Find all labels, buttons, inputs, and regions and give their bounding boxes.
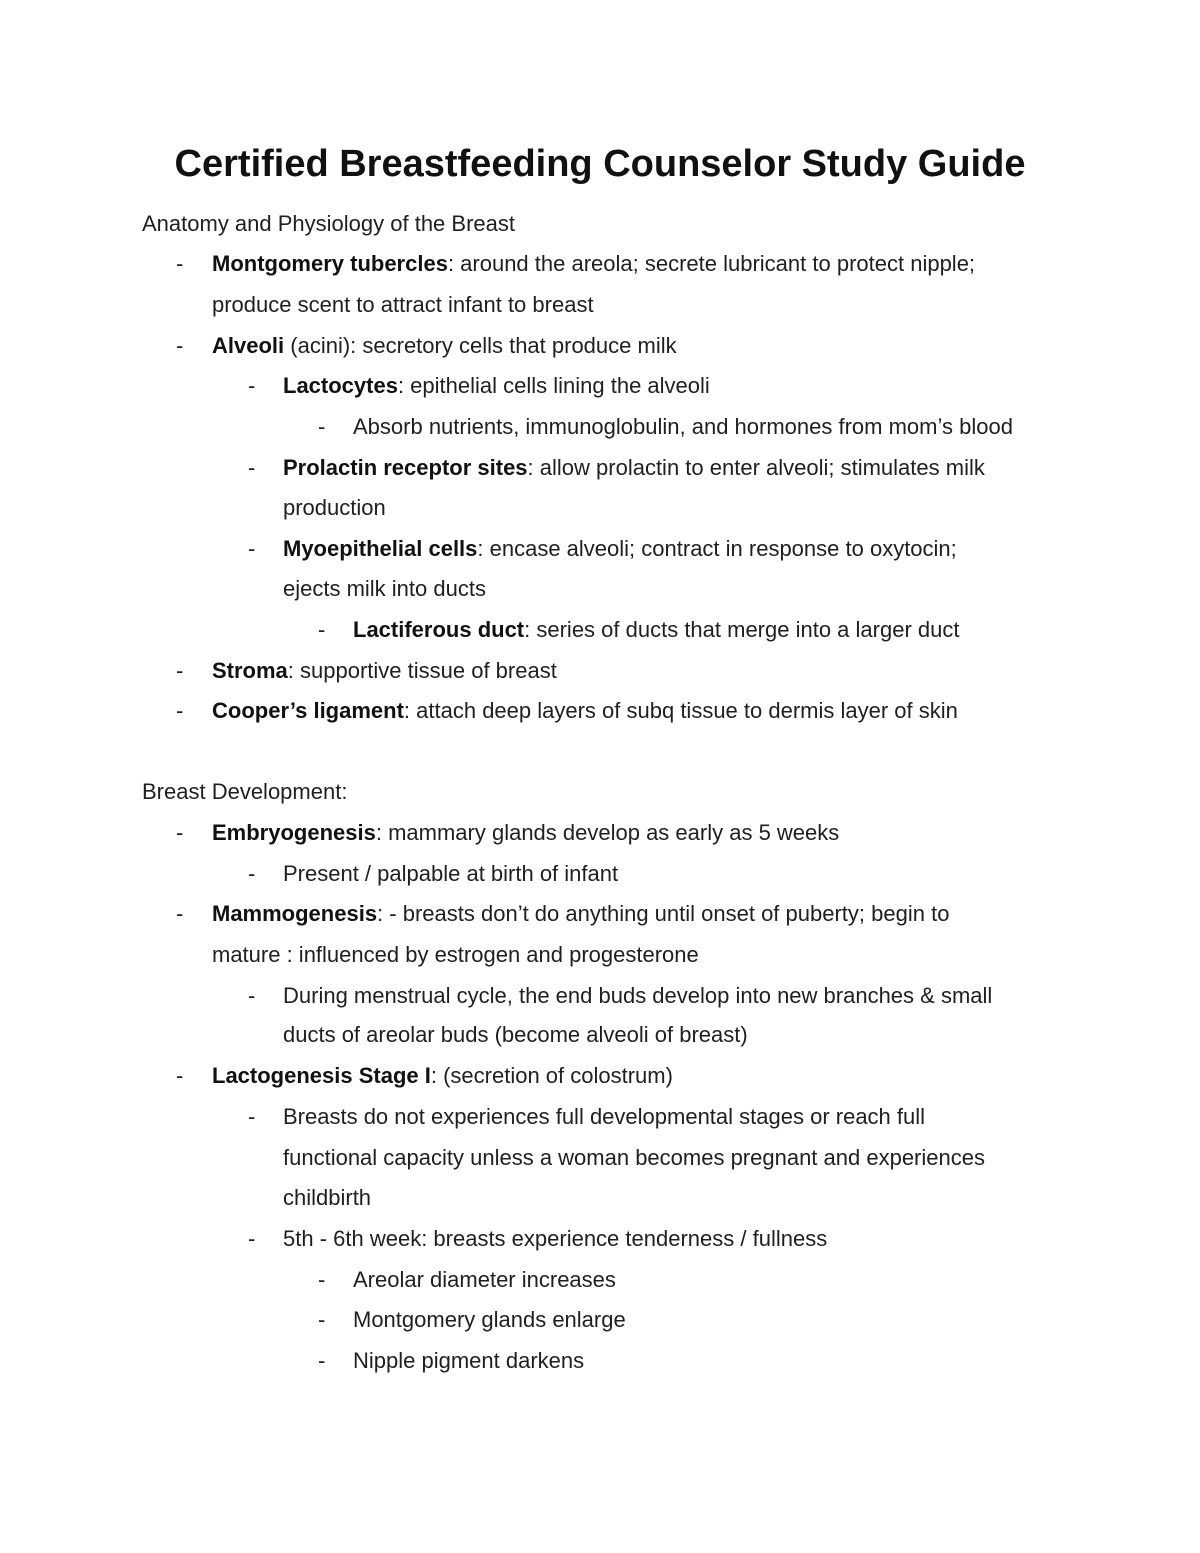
bullet-dash: - [248,1104,256,1129]
desc-lactogenesis: : (secretion of colostrum) [430,1063,673,1088]
bullet-dash: - [318,414,326,439]
desc-montgomery: : around the areola; secrete lubricant to protect nipple; [447,251,976,276]
list-item-montgomery [212,249,975,279]
bullet-dash: - [176,658,184,683]
desc-mammogenesis: : - breasts don’t do anything until onset of puberty; begin to [377,901,950,926]
section-heading-development: Breast Development: [142,779,348,804]
list-item-present: Present / palpable at birth of infant [283,861,619,886]
list-item-lactocytes [283,371,710,401]
term-myoepithelial: Myoepithelial cells [283,536,478,561]
bullet-dash: - [176,698,184,723]
term-mammogenesis: Mammogenesis [212,901,378,926]
bullet-dash: - [176,1063,184,1088]
bullet-dash: - [176,333,184,358]
list-item-breasts-not: Breasts do not experiences full developmental stages or reach full [283,1104,926,1129]
term-lactiferous: Lactiferous duct [353,617,525,642]
bullet-dash: - [176,251,184,276]
bullet-dash: - [248,373,256,398]
desc-alveoli: (acini): secretory cells that produce milk [284,333,677,358]
list-item-breasts-not-cont2: childbirth [283,1185,372,1210]
list-item-stroma [212,656,557,686]
list-item-menstrual-cont: ducts of areolar buds (become alveoli of breast) [283,1022,748,1047]
bullet-dash: - [176,820,184,845]
bullet-dash: - [318,1267,326,1292]
term-prolactin: Prolactin receptor sites [283,455,528,480]
term-montgomery: Montgomery tubercles [212,251,448,276]
list-item-absorb: Absorb nutrients, immunoglobulin, and hormones from mom’s blood [353,414,1013,439]
desc-myoepithelial: : encase alveoli; contract in response to oxytocin; [477,536,957,561]
desc-lactocytes: : epithelial cells lining the alveoli [397,373,710,398]
list-item-menstrual: During menstrual cycle, the end buds develop into new branches & small [283,983,993,1008]
list-item-mammogenesis-cont: mature : influenced by estrogen and progesterone [212,942,699,967]
desc-lactiferous: : series of ducts that merge into a larger duct [524,617,960,642]
term-stroma: Stroma [212,658,288,683]
list-item-nipple: Nipple pigment darkens [353,1348,585,1373]
bullet-dash: - [248,861,256,886]
term-lactocytes: Lactocytes [283,373,398,398]
term-cooper: Cooper’s ligament [212,698,404,723]
bullet-dash: - [318,1348,326,1373]
term-lactogenesis: Lactogenesis Stage I [212,1063,431,1088]
list-item-embryogenesis [212,818,839,848]
list-item-lactiferous [353,615,959,645]
bullet-dash: - [248,536,256,561]
list-item-week: 5th - 6th week: breasts experience tenderness / fullness [283,1226,828,1251]
bullet-dash: - [318,1307,326,1332]
list-item-breasts-not-cont: functional capacity unless a woman becomes pregnant and experiences [283,1145,985,1170]
desc-cooper: : attach deep layers of subq tissue to dermis layer of skin [403,698,958,723]
list-item-prolactin-cont: production [283,495,386,520]
list-item-lactogenesis [212,1061,673,1091]
bullet-dash: - [248,455,256,480]
bullet-dash: - [248,1226,256,1251]
list-item-prolactin [283,453,985,483]
list-item-myoepithelial [283,534,957,564]
list-item-montgomery-cont: produce scent to attract infant to breast [212,292,594,317]
list-item-cooper [212,696,958,726]
bullet-dash: - [248,983,256,1008]
desc-prolactin: : allow prolactin to enter alveoli; stimulates milk [527,455,985,480]
list-item-areolar: Areolar diameter increases [353,1267,616,1292]
list-item-montgomery-glands: Montgomery glands enlarge [353,1307,626,1332]
term-embryogenesis: Embryogenesis [212,820,376,845]
desc-embryogenesis: : mammary glands develop as early as 5 weeks [375,820,840,845]
bullet-dash: - [318,617,326,642]
section-heading-anatomy: Anatomy and Physiology of the Breast [142,211,515,236]
term-alveoli: Alveoli [212,333,285,358]
list-item-alveoli [212,331,677,361]
bullet-dash: - [176,901,184,926]
list-item-mammogenesis [212,899,949,929]
document-title: Certified Breastfeeding Counselor Study Guide [174,143,1026,185]
desc-stroma: : supportive tissue of breast [287,658,557,683]
list-item-myoepithelial-cont: ejects milk into ducts [283,576,486,601]
